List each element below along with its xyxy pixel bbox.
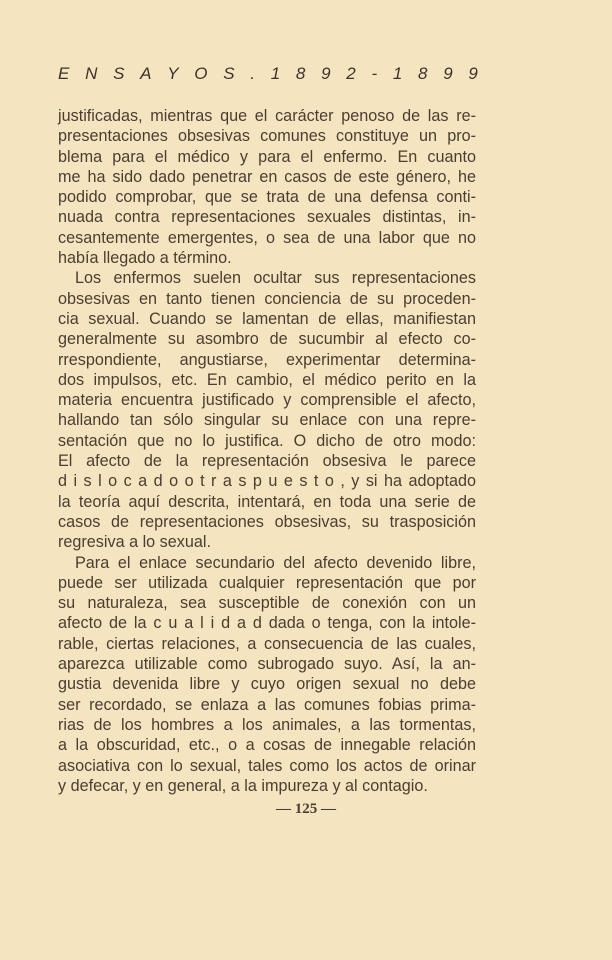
text-line: había llegado a término. <box>58 249 232 268</box>
text-line: su naturaleza, sea susceptible de conexión con un <box>58 594 476 613</box>
text-line: cia sexual. Cuando se lamentan de ellas, manifiestan <box>58 309 476 328</box>
page-number: — 125 — <box>276 801 336 817</box>
text-line: El afecto de la representación obsesiva le parece <box>58 452 476 471</box>
text-line: cesantemente emergentes, o sea de una labor que no <box>58 228 476 247</box>
text-line: me ha sido dado penetrar en casos de este género, he <box>58 167 476 186</box>
header-letter: 2 <box>346 64 356 83</box>
text-line: hallando tan sólo singular su enlace con una repre- <box>58 411 476 430</box>
text-line: casos de representaciones obsesivas, su trasposición <box>58 512 476 531</box>
paragraph <box>58 106 476 268</box>
header-letter: . <box>250 64 255 83</box>
header-letter: E <box>58 64 70 83</box>
text-line: rrespondiente, angustiarse, experimentar determina- <box>58 350 476 369</box>
text-line: afecto de la c u a l i d a d dada o tenga, con la intole- <box>58 614 476 633</box>
header-letter: 8 <box>295 64 306 83</box>
header-letter: 1 <box>392 64 403 83</box>
text-line: a la obscuridad, etc., o a cosas de innegable relación <box>58 736 476 755</box>
text-line: materia encuentra justificado y comprensible el afecto, <box>58 391 476 410</box>
text-line: nuada contra representaciones sexuales distintas, in- <box>58 208 476 227</box>
header-letter: S <box>223 64 235 83</box>
header-letter: Y <box>167 64 179 83</box>
header-letter: 1 <box>270 64 281 83</box>
text-line: sentación que no lo justifica. O dicho de otro modo: <box>58 431 476 450</box>
header-letter: O <box>194 64 208 83</box>
text-line: justificadas, mientras que el carácter penoso de las re- <box>58 107 476 125</box>
text-line: d i s l o c a d o o t r a s p u e s t o , y si ha adoptado <box>58 472 476 491</box>
header-letter: 9 <box>443 64 453 83</box>
header-letter: N <box>85 64 98 83</box>
text-line: y defecar, y en general, a la impureza y al contagio. <box>58 776 428 795</box>
header-letter: S <box>113 64 125 83</box>
text-line: aparezca utilizable como subrogado suyo. Así, la an- <box>58 655 476 674</box>
running-header <box>58 64 478 84</box>
page-body <box>58 106 476 796</box>
header-letter: 8 <box>418 64 428 83</box>
text-line: regresiva a lo sexual. <box>58 533 211 552</box>
text-line: blema para el médico y para el enfermo. En cuanto <box>58 147 476 166</box>
paragraph <box>58 553 476 797</box>
text-line: dos impulsos, etc. En cambio, el médico perito en la <box>58 370 476 389</box>
text-line: rable, ciertas relaciones, a consecuencia de las cuales, <box>58 634 476 653</box>
text-line: ser recordado, se enlaza a las comunes fobias prima- <box>58 695 476 714</box>
header-letter: 9 <box>321 64 331 83</box>
text-line: generalmente su asombro de sucumbir al efecto co- <box>58 330 476 349</box>
text-line: Los enfermos suelen ocultar sus representaciones <box>75 269 476 288</box>
text-line: gustia devenida libre y cuyo origen sexual no debe <box>58 675 476 694</box>
text-line: la teoría aquí descrita, intentará, en toda una serie de <box>58 492 476 511</box>
header-letter: - <box>371 64 378 83</box>
header-letter: 9 <box>468 64 478 83</box>
text-line: Para el enlace secundario del afecto devenido libre, <box>75 553 476 572</box>
text-line: podido comprobar, que se trata de una defensa conti- <box>58 188 476 207</box>
text-line: presentaciones obsesivas comunes constituye un pro- <box>58 127 476 146</box>
text-line: puede ser utilizada cualquier representación que por <box>58 573 476 592</box>
text-line: obsesivas en tanto tienen conciencia de su proceden- <box>58 289 476 308</box>
paragraph <box>58 268 476 552</box>
text-line: asociativa con lo sexual, tales como los actos de orinar <box>58 756 476 775</box>
text-line: rias de los hombres a los animales, a las tormentas, <box>58 715 476 734</box>
header-letter: A <box>140 64 152 83</box>
